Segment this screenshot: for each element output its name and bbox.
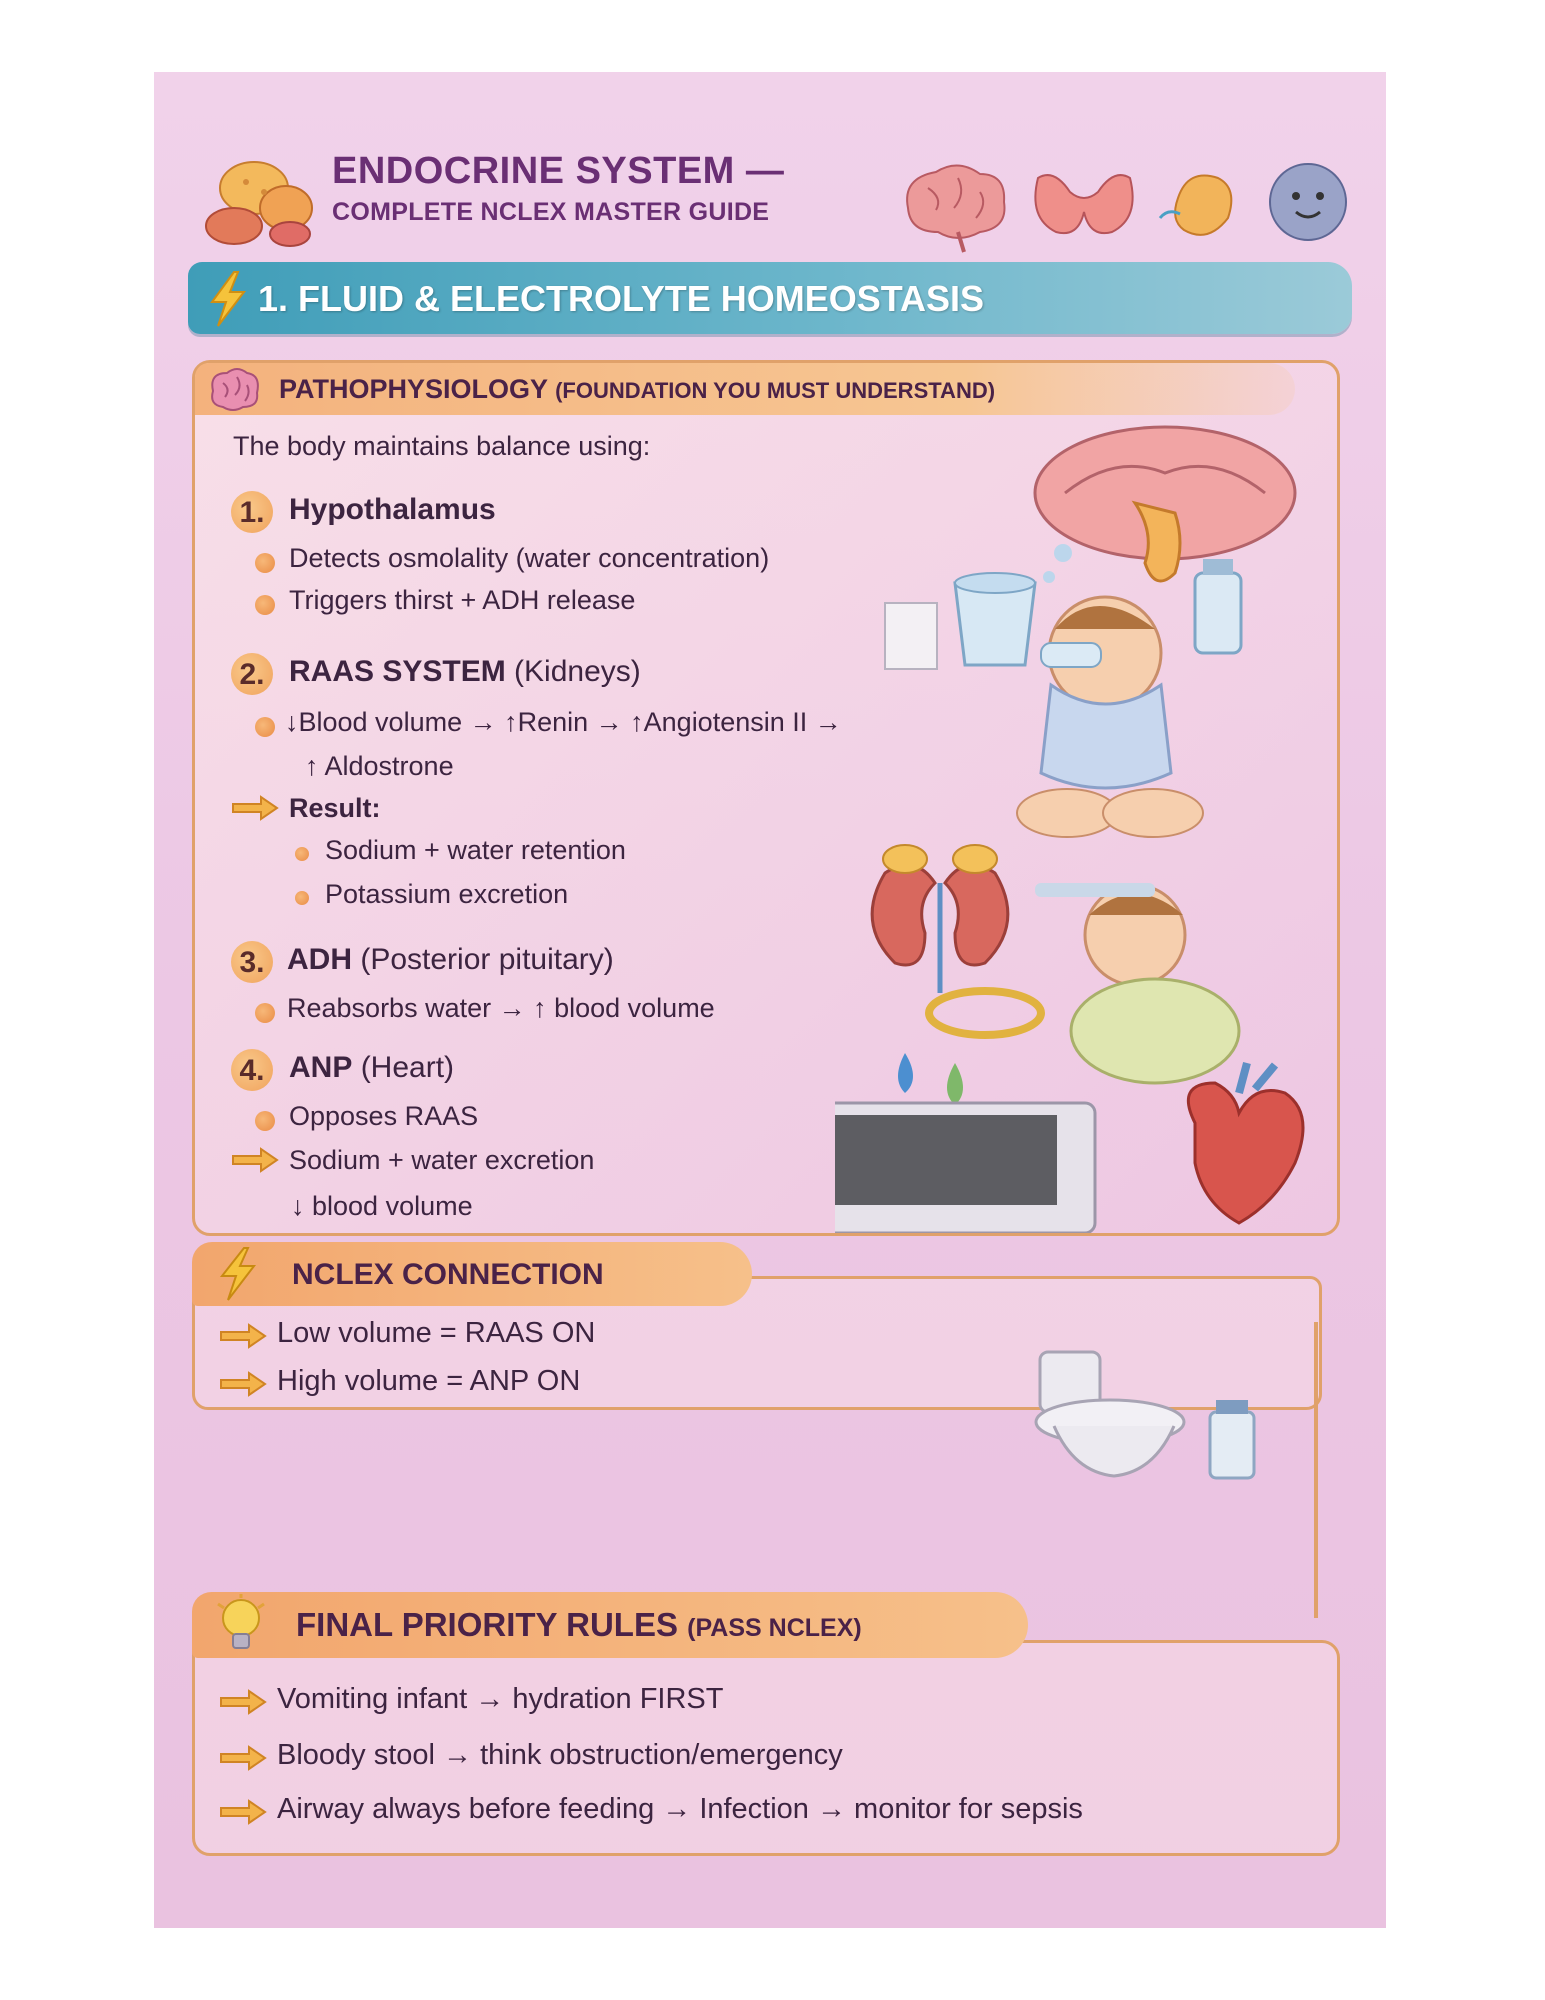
item-line: Sodium + water excretion: [289, 1145, 595, 1175]
bullet-dot-icon: [255, 1003, 275, 1023]
item-line: Detects osmolality (water concentration): [289, 543, 770, 573]
bullet-dot-icon: [295, 847, 309, 861]
result-line: Sodium + water retention: [325, 835, 626, 865]
bullet-dot-icon: [295, 891, 309, 905]
item-number-badge: 4.: [231, 1049, 273, 1091]
nclex-line: High volume = ANP ON: [277, 1365, 581, 1397]
divider: [1314, 1322, 1318, 1618]
lightning-bolt-icon: [218, 1246, 258, 1302]
arrow-right-icon: [219, 1323, 267, 1349]
item-number-badge: 2.: [231, 653, 273, 695]
infographic-sheet: [154, 72, 1386, 1928]
item-line: Reabsorbs water → ↑ blood volume: [287, 993, 715, 1023]
result-label: Result:: [289, 793, 381, 823]
item-line: Triggers thirst + ADH release: [289, 585, 636, 615]
pathophysiology-title: PATHOPHYSIOLOGY: [279, 374, 548, 404]
light-bulb-icon: [214, 1594, 268, 1656]
final-rules-card: [192, 1640, 1340, 1856]
item-line: ↓ blood volume: [291, 1191, 473, 1221]
item-heading: RAAS SYSTEM (Kidneys): [289, 655, 641, 688]
rule-line: Airway always before feeding → Infection → monitor for sepsis: [277, 1793, 1083, 1825]
final-rules-title-note: (PASS NCLEX): [687, 1614, 862, 1642]
arrow-right-icon: [219, 1371, 267, 1397]
lightning-bolt-icon: [206, 270, 250, 328]
bullet-dot-icon: [255, 1111, 275, 1131]
item-heading: Hypothalamus: [289, 493, 496, 526]
arrow-right-icon: [219, 1745, 267, 1771]
item-line: ↓Blood volume → ↑Renin → ↑Angiotensin II →: [285, 707, 842, 737]
toilet-illustration-icon: [1014, 1342, 1274, 1492]
nclex-connection-title: NCLEX CONNECTION: [292, 1258, 604, 1291]
final-rules-title: FINAL PRIORITY RULES: [296, 1606, 678, 1643]
medical-illustrations-icon: [835, 403, 1345, 1233]
pathophysiology-title-note: (FOUNDATION YOU MUST UNDERSTAND): [555, 378, 996, 403]
item-number-badge: 3.: [231, 941, 273, 983]
result-line: Potassium excretion: [325, 879, 569, 909]
organs-illustration-icon: [888, 148, 1358, 258]
bullet-dot-icon: [255, 595, 275, 615]
nclex-line: Low volume = RAAS ON: [277, 1317, 596, 1349]
brain-icon: [205, 365, 263, 413]
item-heading: ANP (Heart): [289, 1051, 455, 1084]
section-title: 1. FLUID & ELECTROLYTE HOMEOSTASIS: [258, 278, 985, 319]
final-rules-header: [192, 1592, 1028, 1658]
bullet-dot-icon: [255, 553, 275, 573]
item-number-badge: 1.: [231, 491, 273, 533]
page-subtitle: COMPLETE NCLEX MASTER GUIDE: [332, 198, 770, 226]
pathophysiology-card: [192, 360, 1340, 1236]
glands-illustration-icon: [194, 152, 324, 252]
item-heading: ADH (Posterior pituitary): [287, 943, 614, 976]
section-banner: [188, 262, 1352, 334]
rule-line: Bloody stool → think obstruction/emergency: [277, 1739, 843, 1771]
rule-line: Vomiting infant → hydration FIRST: [277, 1683, 724, 1715]
item-line: ↑ Aldostrone: [305, 751, 454, 781]
item-line: Opposes RAAS: [289, 1101, 479, 1131]
page-title: ENDOCRINE SYSTEM —: [332, 150, 785, 192]
arrow-right-icon: [219, 1689, 267, 1715]
pathophysiology-intro: The body maintains balance using:: [233, 431, 651, 461]
arrow-right-icon: [231, 1147, 279, 1173]
nclex-connection-header: [192, 1242, 752, 1306]
arrow-right-icon: [231, 795, 279, 821]
arrow-right-icon: [219, 1799, 267, 1825]
bullet-dot-icon: [255, 717, 275, 737]
